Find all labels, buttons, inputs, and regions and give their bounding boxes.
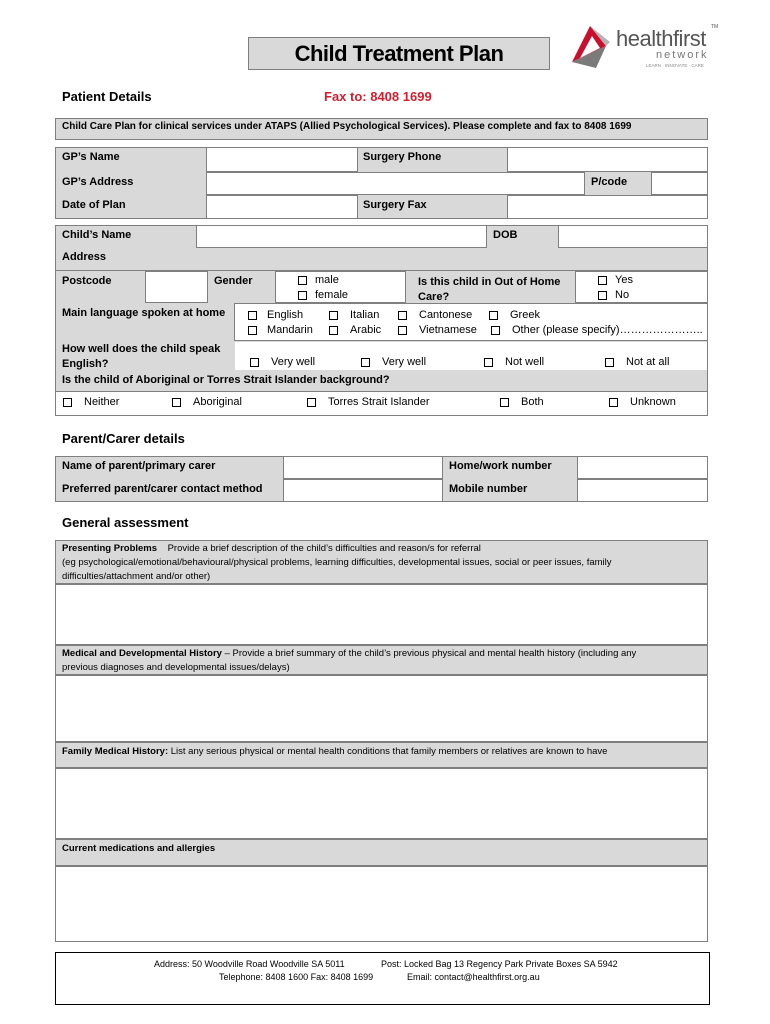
lang-vietnamese-option[interactable] [398, 324, 477, 336]
italian-label: Italian [350, 309, 380, 321]
oohc-options [575, 271, 708, 303]
dob-field[interactable] [558, 225, 708, 248]
greek-label: Greek [510, 309, 540, 321]
checkbox-icon [609, 398, 618, 407]
checkbox-icon [489, 311, 498, 320]
presenting-line1 [62, 542, 701, 556]
page-title: Child Treatment Plan [294, 41, 504, 66]
oohc-line1: Is this child in Out of Home [418, 276, 561, 288]
yes-label: Yes [615, 274, 633, 286]
checkbox-icon [250, 358, 259, 367]
atsi-aboriginal-option[interactable] [172, 396, 242, 408]
atsi-unknown-option[interactable] [609, 396, 676, 408]
lang-other-option[interactable] [491, 324, 703, 336]
unknown-label: Unknown [630, 396, 676, 408]
intro-text: Child Care Plan for clinical services under ATAPS (Allied Psychological Services). Please complete and fax to 8408 1699 [62, 121, 632, 132]
logo-mark-icon [566, 22, 612, 70]
lang-cantonese-option[interactable] [398, 309, 472, 321]
date-of-plan-field[interactable] [206, 195, 358, 219]
contact-method-field[interactable] [283, 479, 443, 502]
family-header [55, 742, 708, 768]
logo-tm: TM [711, 24, 719, 30]
medical-history-field[interactable] [55, 675, 708, 742]
male-label: male [315, 274, 339, 286]
checkbox-icon [398, 311, 407, 320]
date-of-plan-label: Date of Plan [62, 199, 126, 211]
checkbox-icon [598, 291, 607, 300]
family-title: Family Medical History: [62, 746, 169, 757]
checkbox-icon [598, 276, 607, 285]
mobile-field[interactable] [577, 479, 708, 502]
gender-label: Gender [214, 275, 253, 287]
logo-sub: network [656, 49, 709, 61]
speak-very-well-1-option[interactable] [250, 356, 315, 368]
oohc-no-option[interactable] [598, 289, 629, 301]
medical-title: Medical and Developmental History [62, 648, 222, 659]
tsi-label: Torres Strait Islander [328, 396, 430, 408]
gp-name-label: GP’s Name [62, 151, 120, 163]
logo-brand: healthfirst [616, 26, 706, 51]
family-desc: List any serious physical or mental health conditions that family members or relatives are known to have [168, 746, 608, 757]
speak-not-at-all-option[interactable] [605, 356, 669, 368]
medical-desc: – Provide a brief summary of the child’s previous physical and mental health history (including any [221, 648, 637, 659]
surgery-fax-label: Surgery Fax [363, 199, 427, 211]
no-label: No [615, 289, 630, 301]
medical-header [55, 645, 708, 675]
footer-telephone: Telephone: 8408 1600 Fax: 8408 1699 [219, 972, 374, 982]
both-label: Both [521, 396, 544, 408]
presenting-problems-field[interactable] [55, 584, 708, 645]
intro-bar [55, 118, 708, 140]
surgery-fax-field[interactable] [507, 195, 708, 219]
neither-label: Neither [84, 396, 120, 408]
checkbox-icon [491, 326, 500, 335]
checkbox-icon [248, 311, 257, 320]
patient-details-heading: Patient Details [62, 89, 152, 104]
lang-italian-option[interactable] [329, 309, 379, 321]
oohc-yes-option[interactable] [598, 274, 633, 286]
gender-male-option[interactable] [298, 274, 339, 286]
medical-line2: previous diagnoses and developmental issues/delays) [62, 662, 290, 673]
gp-address-label: GP’s Address [62, 176, 134, 188]
surgery-phone-label: Surgery Phone [363, 151, 442, 163]
meds-header [55, 839, 708, 866]
lang-english-option[interactable] [248, 309, 303, 321]
gp-address-field[interactable] [206, 172, 585, 195]
childs-name-field[interactable] [196, 225, 487, 248]
gender-female-option[interactable] [298, 289, 348, 301]
atsi-both-option[interactable] [500, 396, 544, 408]
postcode-label: Postcode [62, 275, 112, 287]
arabic-label: Arabic [350, 324, 382, 336]
speak-english-question [56, 339, 226, 375]
very-well-1-label: Very well [271, 356, 316, 368]
contact-method-label: Preferred parent/carer contact method [62, 483, 263, 495]
lang-arabic-option[interactable] [329, 324, 381, 336]
checkbox-icon [172, 398, 181, 407]
surgery-phone-field[interactable] [507, 147, 708, 172]
gp-name-field[interactable] [206, 147, 358, 172]
atsi-question: Is the child of Aboriginal or Torres Strait Islander background? [62, 374, 390, 386]
other-label: Other (please specify)………………….. [512, 324, 703, 336]
speak-very-well-2-option[interactable] [361, 356, 426, 368]
medications-field[interactable] [55, 866, 708, 942]
checkbox-icon [248, 326, 257, 335]
checkbox-icon [298, 291, 307, 300]
title-box [248, 37, 550, 70]
dob-label: DOB [493, 229, 518, 241]
mandarin-label: Mandarin [267, 324, 313, 336]
main-language-label: Main language spoken at home [62, 307, 226, 319]
footer-box [55, 952, 710, 1005]
home-work-field[interactable] [577, 456, 708, 479]
atsi-neither-option[interactable] [63, 396, 119, 408]
checkbox-icon [298, 276, 307, 285]
family-history-field[interactable] [55, 768, 708, 839]
presenting-header [55, 540, 708, 584]
mobile-label: Mobile number [449, 483, 528, 495]
pcode-field[interactable] [651, 172, 708, 195]
very-well-2-label: Very well [382, 356, 427, 368]
family-line1 [62, 745, 701, 759]
checkbox-icon [361, 358, 370, 367]
general-assessment-heading: General assessment [62, 515, 189, 530]
english-label: English [267, 309, 304, 321]
healthfirst-logo [566, 22, 726, 72]
logo-tagline: LEARN · INNOVATE · CARE [646, 63, 704, 68]
checkbox-icon [500, 398, 509, 407]
medical-line1 [62, 647, 701, 661]
atsi-tsi-option[interactable] [307, 396, 429, 408]
presenting-desc: Provide a brief description of the child’s difficulties and reason/s for referral [167, 543, 481, 554]
footer-address: Address: 50 Woodville Road Woodville SA 5011 [154, 959, 345, 969]
parent-name-label: Name of parent/primary carer [62, 460, 216, 472]
footer-email: Email: contact@healthfirst.org.au [407, 972, 540, 982]
postcode-field[interactable] [145, 271, 208, 303]
female-label: female [315, 289, 349, 301]
home-work-label: Home/work number [449, 460, 552, 472]
checkbox-icon [63, 398, 72, 407]
pcode-label: P/code [591, 176, 628, 188]
checkbox-icon [398, 326, 407, 335]
presenting-line2: (eg psychological/emotional/behavioural/physical problems, learning difficulties, developmental issues, social or peer issues, family [62, 557, 612, 568]
lang-greek-option[interactable] [489, 309, 540, 321]
address-label: Address [62, 251, 107, 263]
checkbox-icon [484, 358, 493, 367]
speak-not-well-option[interactable] [484, 356, 544, 368]
fax-to-label: Fax to: 8408 1699 [324, 89, 432, 104]
cantonese-label: Cantonese [419, 309, 473, 321]
meds-title: Current medications and allergies [62, 843, 216, 854]
checkbox-icon [605, 358, 614, 367]
vietnamese-label: Vietnamese [419, 324, 477, 336]
presenting-title: Presenting Problems [62, 543, 158, 554]
checkbox-icon [329, 326, 338, 335]
parent-carer-heading: Parent/Carer details [62, 431, 185, 446]
aboriginal-label: Aboriginal [193, 396, 242, 408]
not-well-label: Not well [505, 356, 545, 368]
not-at-all-label: Not at all [626, 356, 670, 368]
parent-name-field[interactable] [283, 456, 443, 479]
lang-mandarin-option[interactable] [248, 324, 313, 336]
speak-line2: English? [62, 358, 109, 370]
speak-line1: How well does the child speak [62, 343, 221, 355]
checkbox-icon [329, 311, 338, 320]
footer-post: Post: Locked Bag 13 Regency Park Private Boxes SA 5942 [381, 959, 618, 969]
childs-name-label: Child’s Name [62, 229, 132, 241]
meds-line1 [62, 842, 701, 856]
oohc-line2: Care? [418, 291, 450, 303]
presenting-line3: difficulties/attachment and/or other) [62, 571, 211, 582]
checkbox-icon [307, 398, 316, 407]
